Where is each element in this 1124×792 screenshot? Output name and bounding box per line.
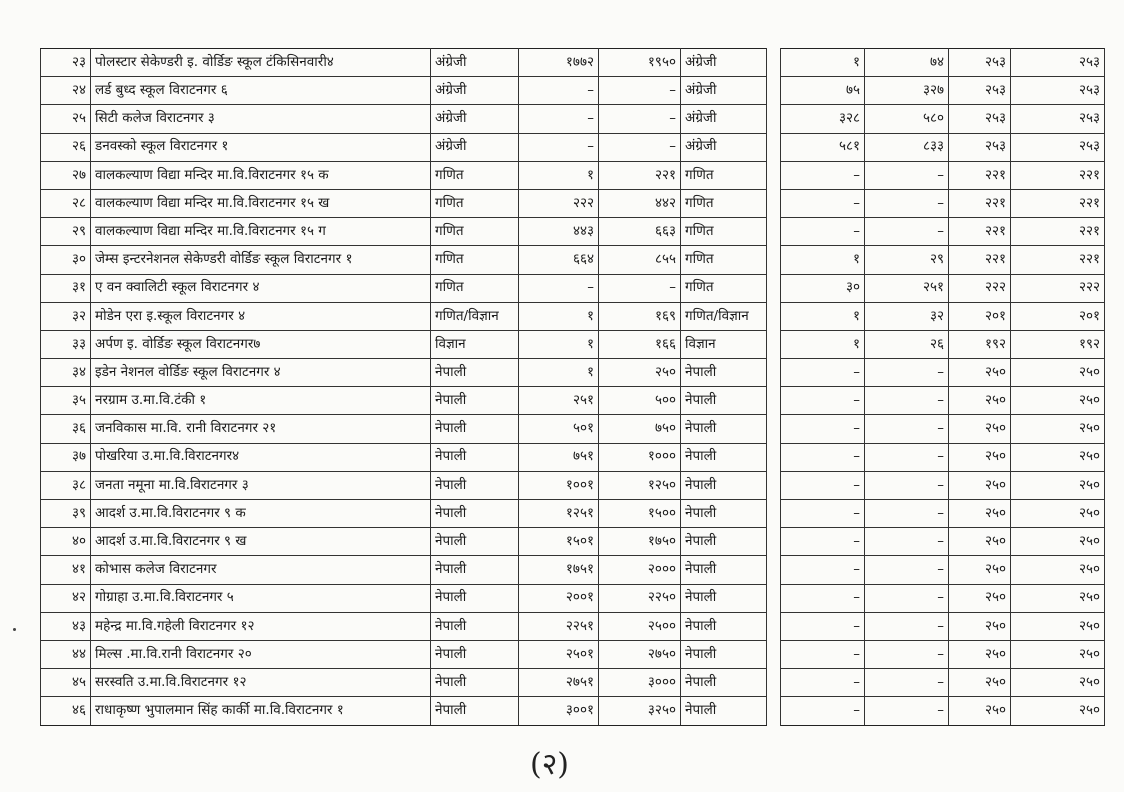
second-roll-to-cell: – — [865, 500, 949, 528]
allocation-sheet — [40, 48, 1104, 726]
grand-total-cell: २५० — [1011, 443, 1105, 471]
subject-cell: नेपाली — [431, 669, 519, 697]
subject-cell: नेपाली — [431, 612, 519, 640]
serial-number-cell: ३५ — [41, 387, 91, 415]
table-body — [41, 49, 1105, 726]
roll-from-cell: १ — [519, 330, 599, 358]
table-row — [41, 274, 1105, 302]
spacer-cell — [767, 640, 781, 668]
total-cell: २५३ — [949, 133, 1011, 161]
table-row — [41, 77, 1105, 105]
second-subject-cell: गणित — [681, 246, 767, 274]
roll-from-cell: १५०१ — [519, 528, 599, 556]
table-row — [41, 302, 1105, 330]
total-cell: २२१ — [949, 218, 1011, 246]
table-row — [41, 612, 1105, 640]
total-cell: २५० — [949, 443, 1011, 471]
serial-number-cell: ३६ — [41, 415, 91, 443]
subject-cell: नेपाली — [431, 584, 519, 612]
table-row — [41, 697, 1105, 725]
table-row — [41, 669, 1105, 697]
table-row — [41, 218, 1105, 246]
second-roll-to-cell: – — [865, 387, 949, 415]
roll-to-cell: – — [599, 133, 681, 161]
second-subject-cell: नेपाली — [681, 359, 767, 387]
spacer-cell — [767, 246, 781, 274]
serial-number-cell: ३७ — [41, 443, 91, 471]
roll-to-cell: २७५० — [599, 640, 681, 668]
second-roll-from-cell: – — [781, 584, 865, 612]
serial-number-cell: ३३ — [41, 330, 91, 358]
subject-cell: गणित — [431, 161, 519, 189]
second-roll-from-cell: – — [781, 500, 865, 528]
spacer-cell — [767, 387, 781, 415]
grand-total-cell: २२१ — [1011, 246, 1105, 274]
second-roll-to-cell: – — [865, 640, 949, 668]
subject-cell: नेपाली — [431, 471, 519, 499]
school-name-cell: ए वन क्वालिटी स्कूल विराटनगर ४ — [91, 274, 431, 302]
spacer-cell — [767, 77, 781, 105]
second-roll-to-cell: – — [865, 359, 949, 387]
second-roll-to-cell: २९ — [865, 246, 949, 274]
spacer-cell — [767, 500, 781, 528]
total-cell: २५० — [949, 556, 1011, 584]
roll-to-cell: – — [599, 77, 681, 105]
grand-total-cell: २५० — [1011, 359, 1105, 387]
second-roll-to-cell: २६ — [865, 330, 949, 358]
grand-total-cell: २५० — [1011, 471, 1105, 499]
total-cell: २५३ — [949, 49, 1011, 77]
roll-to-cell: १००० — [599, 443, 681, 471]
second-roll-from-cell: १ — [781, 49, 865, 77]
spacer-cell — [767, 669, 781, 697]
roll-from-cell: – — [519, 77, 599, 105]
roll-to-cell: १६९ — [599, 302, 681, 330]
serial-number-cell: ४६ — [41, 697, 91, 725]
second-subject-cell: विज्ञान — [681, 330, 767, 358]
subject-cell: विज्ञान — [431, 330, 519, 358]
grand-total-cell: २५० — [1011, 669, 1105, 697]
table-row — [41, 133, 1105, 161]
spacer-cell — [767, 697, 781, 725]
school-name-cell: वालकल्याण विद्या मन्दिर मा.वि.विराटनगर १५ क — [91, 161, 431, 189]
total-cell: २२२ — [949, 274, 1011, 302]
second-roll-to-cell: – — [865, 584, 949, 612]
table-row — [41, 330, 1105, 358]
grand-total-cell: २५० — [1011, 528, 1105, 556]
roll-to-cell: १७५० — [599, 528, 681, 556]
second-roll-from-cell: ३० — [781, 274, 865, 302]
serial-number-cell: ४० — [41, 528, 91, 556]
subject-cell: अंग्रेजी — [431, 105, 519, 133]
second-roll-to-cell: ५८० — [865, 105, 949, 133]
serial-number-cell: ३४ — [41, 359, 91, 387]
total-cell: २५० — [949, 612, 1011, 640]
second-roll-to-cell: – — [865, 556, 949, 584]
subject-cell: गणित — [431, 218, 519, 246]
spacer-cell — [767, 471, 781, 499]
table-row — [41, 443, 1105, 471]
second-roll-from-cell: – — [781, 415, 865, 443]
second-subject-cell: नेपाली — [681, 584, 767, 612]
total-cell: २५० — [949, 669, 1011, 697]
roll-from-cell: १००१ — [519, 471, 599, 499]
table-row — [41, 471, 1105, 499]
second-roll-to-cell: ७४ — [865, 49, 949, 77]
second-roll-to-cell: २५१ — [865, 274, 949, 302]
table-row — [41, 584, 1105, 612]
school-name-cell: वालकल्याण विद्या मन्दिर मा.वि.विराटनगर १५ ख — [91, 189, 431, 217]
table-row — [41, 528, 1105, 556]
roll-from-cell: २७५१ — [519, 669, 599, 697]
serial-number-cell: ३२ — [41, 302, 91, 330]
second-subject-cell: नेपाली — [681, 556, 767, 584]
roll-to-cell: ७५० — [599, 415, 681, 443]
second-subject-cell: नेपाली — [681, 697, 767, 725]
serial-number-cell: ४१ — [41, 556, 91, 584]
second-roll-from-cell: – — [781, 359, 865, 387]
grand-total-cell: २५० — [1011, 500, 1105, 528]
second-roll-to-cell: ३२ — [865, 302, 949, 330]
serial-number-cell: ३१ — [41, 274, 91, 302]
second-subject-cell: गणित — [681, 218, 767, 246]
second-subject-cell: नेपाली — [681, 471, 767, 499]
subject-cell: नेपाली — [431, 443, 519, 471]
roll-to-cell: ३२५० — [599, 697, 681, 725]
second-subject-cell: नेपाली — [681, 669, 767, 697]
school-name-cell: नरग्राम उ.मा.वि.टंकी १ — [91, 387, 431, 415]
roll-from-cell: ७५१ — [519, 443, 599, 471]
second-subject-cell: गणित/विज्ञान — [681, 302, 767, 330]
second-roll-to-cell: – — [865, 669, 949, 697]
roll-from-cell: १७७२ — [519, 49, 599, 77]
subject-cell: गणित — [431, 274, 519, 302]
school-name-cell: जेम्स इन्टरनेशनल सेकेण्डरी वोर्डिङ स्कूल विराटनगर १ — [91, 246, 431, 274]
total-cell: २५३ — [949, 77, 1011, 105]
second-subject-cell: अंग्रेजी — [681, 105, 767, 133]
school-name-cell: मोडेन एरा इ.स्कूल विराटनगर ४ — [91, 302, 431, 330]
subject-cell: गणित — [431, 189, 519, 217]
subject-cell: नेपाली — [431, 500, 519, 528]
roll-to-cell: २२१ — [599, 161, 681, 189]
serial-number-cell: २९ — [41, 218, 91, 246]
table-row — [41, 189, 1105, 217]
roll-from-cell: ६६४ — [519, 246, 599, 274]
spacer-cell — [767, 556, 781, 584]
second-roll-to-cell: ८३३ — [865, 133, 949, 161]
grand-total-cell: २५० — [1011, 556, 1105, 584]
subject-cell: नेपाली — [431, 387, 519, 415]
school-name-cell: पोखरिया उ.मा.वि.विराटनगर४ — [91, 443, 431, 471]
table-row — [41, 359, 1105, 387]
second-subject-cell: नेपाली — [681, 612, 767, 640]
roll-to-cell: ४४२ — [599, 189, 681, 217]
roll-to-cell: २५०० — [599, 612, 681, 640]
serial-number-cell: २७ — [41, 161, 91, 189]
grand-total-cell: २५३ — [1011, 77, 1105, 105]
school-name-cell: लर्ड बुध्द स्कूल विराटनगर ६ — [91, 77, 431, 105]
second-roll-from-cell: ३२८ — [781, 105, 865, 133]
table-row — [41, 415, 1105, 443]
serial-number-cell: ४२ — [41, 584, 91, 612]
second-roll-from-cell: – — [781, 443, 865, 471]
total-cell: २५० — [949, 584, 1011, 612]
roll-to-cell: २५० — [599, 359, 681, 387]
spacer-cell — [767, 133, 781, 161]
subject-cell: नेपाली — [431, 697, 519, 725]
total-cell: २५० — [949, 697, 1011, 725]
spacer-cell — [767, 161, 781, 189]
roll-from-cell: १ — [519, 161, 599, 189]
second-roll-to-cell: – — [865, 161, 949, 189]
grand-total-cell: २५० — [1011, 697, 1105, 725]
second-subject-cell: नेपाली — [681, 640, 767, 668]
second-subject-cell: अंग्रेजी — [681, 133, 767, 161]
roll-from-cell: १७५१ — [519, 556, 599, 584]
second-roll-from-cell: – — [781, 612, 865, 640]
school-name-cell: सरस्वति उ.मा.वि.विराटनगर १२ — [91, 669, 431, 697]
subject-cell: गणित/विज्ञान — [431, 302, 519, 330]
subject-cell: नेपाली — [431, 556, 519, 584]
second-roll-from-cell: – — [781, 161, 865, 189]
grand-total-cell: २२१ — [1011, 161, 1105, 189]
spacer-cell — [767, 612, 781, 640]
table-row — [41, 105, 1105, 133]
roll-from-cell: २२२ — [519, 189, 599, 217]
total-cell: २५० — [949, 415, 1011, 443]
school-name-cell: अर्पण इ. वोर्डिङ स्कूल विराटनगर७ — [91, 330, 431, 358]
total-cell: २५० — [949, 471, 1011, 499]
roll-to-cell: – — [599, 105, 681, 133]
school-name-cell: आदर्श उ.मा.वि.विराटनगर ९ ख — [91, 528, 431, 556]
total-cell: २५० — [949, 359, 1011, 387]
table-row — [41, 556, 1105, 584]
roll-from-cell: १ — [519, 302, 599, 330]
roll-to-cell: ६६३ — [599, 218, 681, 246]
grand-total-cell: २२२ — [1011, 274, 1105, 302]
roll-from-cell: १ — [519, 359, 599, 387]
roll-from-cell: ३००१ — [519, 697, 599, 725]
total-cell: २५० — [949, 528, 1011, 556]
second-roll-from-cell: – — [781, 697, 865, 725]
grand-total-cell: २५० — [1011, 640, 1105, 668]
second-subject-cell: गणित — [681, 274, 767, 302]
roll-from-cell: ५०१ — [519, 415, 599, 443]
school-name-cell: राधाकृष्ण भुपालमान सिंह कार्की मा.वि.विराटनगर १ — [91, 697, 431, 725]
roll-to-cell: १६६ — [599, 330, 681, 358]
second-roll-to-cell: ३२७ — [865, 77, 949, 105]
serial-number-cell: ४४ — [41, 640, 91, 668]
school-name-cell: वालकल्याण विद्या मन्दिर मा.वि.विराटनगर १५ ग — [91, 218, 431, 246]
second-subject-cell: अंग्रेजी — [681, 49, 767, 77]
grand-total-cell: २५० — [1011, 584, 1105, 612]
spacer-cell — [767, 415, 781, 443]
serial-number-cell: ३८ — [41, 471, 91, 499]
school-name-cell: आदर्श उ.मा.वि.विराटनगर ९ क — [91, 500, 431, 528]
roll-to-cell: १२५० — [599, 471, 681, 499]
subject-cell: नेपाली — [431, 359, 519, 387]
table-row — [41, 640, 1105, 668]
table-row — [41, 161, 1105, 189]
serial-number-cell: ४३ — [41, 612, 91, 640]
subject-cell: नेपाली — [431, 415, 519, 443]
subject-cell: नेपाली — [431, 528, 519, 556]
second-roll-from-cell: – — [781, 387, 865, 415]
total-cell: १९२ — [949, 330, 1011, 358]
second-roll-to-cell: – — [865, 189, 949, 217]
grand-total-cell: २५३ — [1011, 49, 1105, 77]
spacer-cell — [767, 105, 781, 133]
serial-number-cell: २६ — [41, 133, 91, 161]
serial-number-cell: ३० — [41, 246, 91, 274]
roll-to-cell: ५०० — [599, 387, 681, 415]
second-roll-from-cell: १ — [781, 302, 865, 330]
total-cell: २५० — [949, 387, 1011, 415]
second-subject-cell: नेपाली — [681, 415, 767, 443]
roll-to-cell: ८५५ — [599, 246, 681, 274]
school-name-cell: मिल्स .मा.वि.रानी विराटनगर २० — [91, 640, 431, 668]
roll-to-cell: २२५० — [599, 584, 681, 612]
second-subject-cell: नेपाली — [681, 443, 767, 471]
total-cell: २५० — [949, 640, 1011, 668]
grand-total-cell: २५३ — [1011, 133, 1105, 161]
second-roll-to-cell: – — [865, 443, 949, 471]
spacer-cell — [767, 584, 781, 612]
roll-from-cell: २५१ — [519, 387, 599, 415]
school-name-cell: जनविकास मा.वि. रानी विराटनगर २१ — [91, 415, 431, 443]
second-roll-from-cell: – — [781, 218, 865, 246]
total-cell: २५० — [949, 500, 1011, 528]
subject-cell: अंग्रेजी — [431, 49, 519, 77]
spacer-cell — [767, 359, 781, 387]
second-roll-to-cell: – — [865, 528, 949, 556]
school-name-cell: कोभास कलेज विराटनगर — [91, 556, 431, 584]
total-cell: २५३ — [949, 105, 1011, 133]
second-roll-to-cell: – — [865, 415, 949, 443]
serial-number-cell: ३९ — [41, 500, 91, 528]
table-row — [41, 500, 1105, 528]
subject-cell: नेपाली — [431, 640, 519, 668]
second-subject-cell: गणित — [681, 189, 767, 217]
roll-from-cell: २५०१ — [519, 640, 599, 668]
grand-total-cell: २५३ — [1011, 105, 1105, 133]
grand-total-cell: २५० — [1011, 415, 1105, 443]
spacer-cell — [767, 189, 781, 217]
grand-total-cell: २०१ — [1011, 302, 1105, 330]
total-cell: २२१ — [949, 161, 1011, 189]
second-subject-cell: नेपाली — [681, 387, 767, 415]
roll-from-cell: २००१ — [519, 584, 599, 612]
school-name-cell: गोग्राहा उ.मा.वि.विराटनगर ५ — [91, 584, 431, 612]
roll-from-cell: १२५१ — [519, 500, 599, 528]
total-cell: २२१ — [949, 246, 1011, 274]
second-roll-to-cell: – — [865, 697, 949, 725]
serial-number-cell: २३ — [41, 49, 91, 77]
total-cell: २२१ — [949, 189, 1011, 217]
table-row — [41, 246, 1105, 274]
roll-from-cell: – — [519, 274, 599, 302]
second-roll-to-cell: – — [865, 471, 949, 499]
second-roll-from-cell: – — [781, 556, 865, 584]
roll-from-cell: – — [519, 133, 599, 161]
second-subject-cell: गणित — [681, 161, 767, 189]
second-roll-from-cell: – — [781, 528, 865, 556]
second-subject-cell: नेपाली — [681, 528, 767, 556]
second-roll-from-cell: १ — [781, 246, 865, 274]
spacer-cell — [767, 49, 781, 77]
serial-number-cell: २५ — [41, 105, 91, 133]
roll-from-cell: – — [519, 105, 599, 133]
school-name-cell: सिटी कलेज विराटनगर ३ — [91, 105, 431, 133]
table-row — [41, 49, 1105, 77]
spacer-cell — [767, 274, 781, 302]
second-roll-to-cell: – — [865, 612, 949, 640]
serial-number-cell: २८ — [41, 189, 91, 217]
grand-total-cell: २५० — [1011, 387, 1105, 415]
page-number: (२) — [530, 747, 570, 782]
school-name-cell: जनता नमूना मा.वि.विराटनगर ३ — [91, 471, 431, 499]
serial-number-cell: २४ — [41, 77, 91, 105]
roll-from-cell: ४४३ — [519, 218, 599, 246]
school-name-cell: इडेन नेशनल वोर्डिङ स्कूल विराटनगर ४ — [91, 359, 431, 387]
school-name-cell: महेन्द्र मा.वि.गहेली विराटनगर १२ — [91, 612, 431, 640]
roll-to-cell: ३००० — [599, 669, 681, 697]
grand-total-cell: २२१ — [1011, 218, 1105, 246]
roll-to-cell: १९५० — [599, 49, 681, 77]
total-cell: २०१ — [949, 302, 1011, 330]
second-subject-cell: नेपाली — [681, 500, 767, 528]
scan-speck — [13, 628, 16, 631]
spacer-cell — [767, 330, 781, 358]
table-row — [41, 387, 1105, 415]
grand-total-cell: २२१ — [1011, 189, 1105, 217]
second-roll-from-cell: – — [781, 471, 865, 499]
second-roll-from-cell: ७५ — [781, 77, 865, 105]
second-roll-from-cell: – — [781, 189, 865, 217]
roll-to-cell: २००० — [599, 556, 681, 584]
spacer-cell — [767, 528, 781, 556]
second-roll-from-cell: ५८१ — [781, 133, 865, 161]
school-name-cell: डनवस्को स्कूल विराटनगर १ — [91, 133, 431, 161]
second-roll-to-cell: – — [865, 218, 949, 246]
roll-to-cell: १५०० — [599, 500, 681, 528]
subject-cell: अंग्रेजी — [431, 77, 519, 105]
second-roll-from-cell: – — [781, 640, 865, 668]
second-roll-from-cell: १ — [781, 330, 865, 358]
grand-total-cell: १९२ — [1011, 330, 1105, 358]
subject-cell: अंग्रेजी — [431, 133, 519, 161]
roll-from-cell: २२५१ — [519, 612, 599, 640]
second-roll-from-cell: – — [781, 669, 865, 697]
school-name-cell: पोलस्टार सेकेण्डरी इ. वोर्डिङ स्कूल टंकिसिनवारी४ — [91, 49, 431, 77]
serial-number-cell: ४५ — [41, 669, 91, 697]
roll-to-cell: – — [599, 274, 681, 302]
spacer-cell — [767, 218, 781, 246]
grand-total-cell: २५० — [1011, 612, 1105, 640]
spacer-cell — [767, 443, 781, 471]
spacer-cell — [767, 302, 781, 330]
school-allocation-table — [40, 48, 1105, 726]
second-subject-cell: अंग्रेजी — [681, 77, 767, 105]
subject-cell: गणित — [431, 246, 519, 274]
